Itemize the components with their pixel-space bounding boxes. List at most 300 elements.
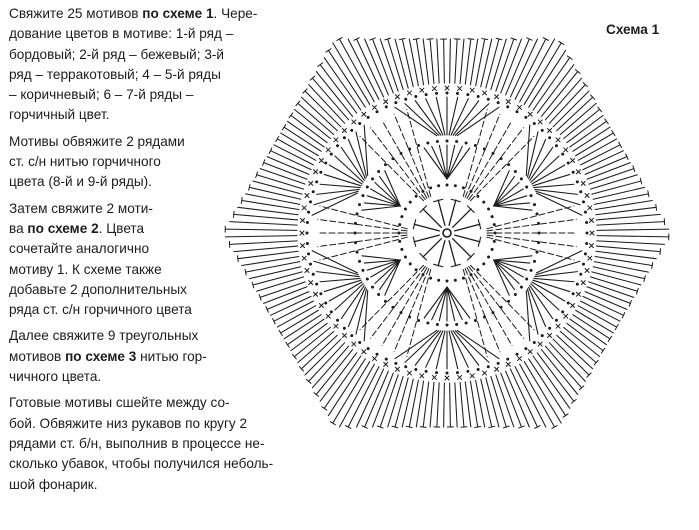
sc-mark <box>326 314 330 318</box>
sc-mark <box>302 256 306 260</box>
stitch-stroke <box>481 39 492 87</box>
text-segment: Затем свяжите 2 моти- <box>9 200 153 216</box>
chain-dot <box>309 200 312 203</box>
sc-mark <box>384 362 388 366</box>
text-segment: Свяжите 25 мотивов <box>9 6 143 21</box>
chain-dot <box>525 278 528 281</box>
stitch-stroke <box>257 175 304 189</box>
sc-mark <box>432 87 436 91</box>
sc-mark <box>342 128 346 132</box>
chain-dot <box>361 269 364 272</box>
stitch-stroke <box>455 104 489 136</box>
sc-mark <box>326 148 330 152</box>
chain-dot <box>385 358 388 361</box>
sc-mark <box>352 120 356 124</box>
chain-dot <box>487 256 490 259</box>
chain-dot <box>377 170 380 173</box>
chain-dot <box>371 286 374 289</box>
stitch-stroke <box>486 378 499 427</box>
chain-dot <box>376 353 379 356</box>
stitch-stroke <box>533 356 570 408</box>
chain-dot <box>516 110 519 113</box>
stitch-stroke <box>225 229 297 230</box>
stitch-stroke <box>312 193 357 215</box>
chain-dot <box>319 171 322 174</box>
text-segment: . Чере- <box>213 6 258 21</box>
stitch-stroke <box>305 339 341 375</box>
sc-mark <box>495 367 499 371</box>
stitch-stroke <box>314 261 358 274</box>
chain-dot <box>525 186 528 189</box>
stitch-stroke <box>414 224 439 231</box>
stitch-bar <box>245 269 246 275</box>
sc-mark <box>420 374 424 378</box>
chain-dot <box>324 162 327 165</box>
chain-dot <box>446 324 449 327</box>
stitch-bar <box>660 249 661 255</box>
stitch-bar <box>468 39 474 40</box>
chain-dot <box>493 240 496 243</box>
stitch-stroke <box>414 235 439 242</box>
chain-dot <box>487 365 490 368</box>
stitch-stroke <box>449 241 456 266</box>
stitch-stroke <box>494 260 509 295</box>
stitch-stroke <box>230 222 298 226</box>
stitch-stroke <box>438 200 445 225</box>
stitch-stroke <box>405 104 439 136</box>
stitch-stroke <box>423 239 441 257</box>
text-segment: горчичный цвет. <box>9 107 110 123</box>
sc-mark <box>319 159 323 163</box>
chain-dot <box>446 140 449 143</box>
chain-dot <box>371 177 374 180</box>
stitch-stroke <box>301 335 337 368</box>
stitch-stroke <box>560 103 596 134</box>
chain-dot <box>446 372 449 375</box>
stitch-stroke <box>541 72 577 117</box>
stitch-stroke <box>494 260 515 290</box>
stitch-stroke <box>249 267 300 279</box>
chain-dot <box>548 327 551 330</box>
chain-dot <box>366 186 369 189</box>
stitch-stroke <box>515 367 546 427</box>
stitch-stroke <box>553 91 589 127</box>
chain-dot <box>417 144 420 147</box>
chain-dot <box>367 116 370 119</box>
stitch-stroke <box>365 39 389 95</box>
chain-dot <box>476 268 479 271</box>
stitch-bar <box>406 426 412 427</box>
sc-mark <box>483 371 487 375</box>
chain-dot <box>466 370 469 373</box>
stitch-stroke <box>253 181 302 194</box>
stitch-stroke <box>438 241 445 266</box>
text-segment: бордовый; 2-й ряд – бежевый; 3-й <box>9 46 225 62</box>
chain-dot <box>454 184 457 187</box>
stitch-bar <box>489 426 495 427</box>
stitch-stroke <box>450 383 451 427</box>
stitch-stroke <box>596 246 660 252</box>
stitch-stroke <box>395 378 408 427</box>
stitch-stroke <box>437 383 439 427</box>
sc-mark <box>309 181 313 185</box>
chain-dot <box>482 262 485 265</box>
stitch-stroke <box>335 156 363 182</box>
sc-mark <box>483 91 487 95</box>
stitch-stroke <box>432 146 447 179</box>
stitch-bar <box>234 211 235 217</box>
stitch-stroke <box>570 121 607 147</box>
stitch-stroke <box>453 239 471 257</box>
stitch-stroke <box>573 315 610 339</box>
chain-dot <box>398 223 401 226</box>
chain-dot <box>306 242 309 245</box>
text-segment: сколько убавок, чтобы получился неболь- <box>9 456 274 472</box>
chain-dot <box>493 223 496 226</box>
chain-dot <box>315 180 318 183</box>
chain-dot <box>576 180 579 183</box>
stitch-stroke <box>595 256 652 265</box>
sc-mark <box>362 350 366 354</box>
chain-dot <box>491 248 494 251</box>
chain-dot <box>572 171 575 174</box>
chain-dot <box>487 98 490 101</box>
chain-dot <box>455 323 458 326</box>
stitch-stroke <box>455 331 489 363</box>
stitch-stroke <box>597 236 669 237</box>
stitch-stroke <box>449 200 456 225</box>
chain-dot <box>336 319 339 322</box>
stitch-stroke <box>471 265 534 329</box>
stitch-stroke <box>529 359 566 416</box>
chain-dot <box>404 98 407 101</box>
chain-dot <box>306 232 309 235</box>
stitch-stroke <box>471 136 534 200</box>
sc-mark <box>395 367 399 371</box>
sc-mark <box>556 324 560 328</box>
stitch-stroke <box>423 39 429 84</box>
stitch-stroke <box>432 287 447 320</box>
sc-mark <box>305 269 309 273</box>
stitch-bar <box>571 400 576 404</box>
text-segment: ва <box>9 220 28 236</box>
text-segment: нитью гор- <box>136 348 207 364</box>
chain-dot <box>414 95 417 98</box>
chain-dot <box>446 184 449 187</box>
stitch-stroke <box>506 39 530 95</box>
stitch-stroke <box>284 315 321 339</box>
stitch-stroke <box>320 278 360 281</box>
sc-mark <box>556 138 560 142</box>
chain-dot <box>319 292 322 295</box>
stitch-stroke <box>284 127 321 151</box>
stitch-stroke <box>573 127 610 151</box>
text-segment: ряд – терракотовый; 4 – 5-й ряды <box>9 66 221 82</box>
chain-dot <box>394 362 397 365</box>
sc-mark <box>585 193 589 197</box>
chain-dot <box>343 136 346 139</box>
chain-dot <box>400 248 403 251</box>
sc-mark <box>309 281 313 285</box>
sc-mark <box>334 138 338 142</box>
chain-dot <box>426 142 429 145</box>
sc-mark <box>589 244 593 248</box>
stitch-stroke <box>486 39 499 88</box>
stitch-stroke <box>541 350 577 395</box>
stitch-stroke <box>444 383 445 427</box>
stitch-stroke <box>305 91 341 127</box>
sc-mark <box>445 376 449 380</box>
text-segment: . Цвета <box>98 220 145 236</box>
sc-mark <box>588 206 592 210</box>
chain-dot <box>358 260 361 263</box>
stitch-stroke <box>534 278 574 281</box>
sc-mark <box>518 105 522 109</box>
stitch-stroke <box>537 251 582 273</box>
stitch-bar <box>420 427 426 428</box>
stitch-bar <box>249 184 250 190</box>
sc-mark <box>305 193 309 197</box>
chain-dot <box>585 221 588 224</box>
sc-mark <box>576 292 580 296</box>
stitch-stroke <box>234 246 298 252</box>
sc-mark <box>571 304 575 308</box>
chain-dot <box>384 300 387 303</box>
stitch-bar <box>461 427 467 428</box>
text-segment: рядами ст. б/н, выполнив в процессе не- <box>9 435 265 451</box>
chain-dot <box>437 279 440 282</box>
chain-dot <box>454 279 457 282</box>
stitch-stroke <box>333 362 370 424</box>
stitch-stroke <box>560 331 596 362</box>
stitch-stroke <box>533 58 570 110</box>
stitch-stroke <box>535 272 578 277</box>
stitch-stroke <box>455 235 480 242</box>
sc-mark <box>495 95 499 99</box>
stitch-stroke <box>437 39 439 83</box>
chain-dot <box>555 319 558 322</box>
chain-dot <box>476 195 479 198</box>
stitch-stroke <box>385 171 400 206</box>
chain-dot <box>330 153 333 156</box>
stitch-stroke <box>564 327 600 356</box>
chain-dot <box>520 177 523 180</box>
stitch-stroke <box>287 319 324 345</box>
chain-dot <box>343 327 346 330</box>
stitch-stroke <box>460 39 464 84</box>
stitch-bar <box>567 56 572 59</box>
stitch-stroke <box>469 267 524 339</box>
text-segment: ряда ст. с/н горчичного цвета <box>9 302 192 318</box>
stitch-stroke <box>531 156 559 182</box>
stitch-stroke <box>537 193 582 215</box>
stitch-bar <box>237 256 238 262</box>
stitch-stroke <box>360 136 423 200</box>
scheme-reference: по схеме 1 <box>142 6 214 21</box>
chain-dot <box>315 283 318 286</box>
scheme-reference: по схеме 2 <box>27 220 99 236</box>
stitch-stroke <box>365 371 389 427</box>
chain-dot <box>404 256 407 259</box>
sc-mark <box>407 91 411 95</box>
stitch-stroke <box>487 237 574 260</box>
chain-dot <box>417 319 420 322</box>
chain-dot <box>384 163 387 166</box>
stitch-stroke <box>405 331 439 363</box>
stitch-stroke <box>249 187 300 199</box>
sc-mark <box>352 342 356 346</box>
stitch-bar <box>563 414 568 417</box>
stitch-stroke <box>320 65 357 114</box>
stitch-stroke <box>597 241 665 245</box>
stitch-bar <box>286 342 289 347</box>
stitch-bar <box>644 276 645 282</box>
sc-mark <box>432 375 436 379</box>
stitch-stroke <box>481 379 492 427</box>
stitch-stroke <box>316 72 352 117</box>
sc-mark <box>590 231 594 235</box>
stitch-stroke <box>494 171 509 206</box>
chain-dot <box>415 268 418 271</box>
chain-dot <box>462 186 465 189</box>
stitch-bar <box>330 422 335 425</box>
stitch-bar <box>656 204 657 210</box>
stitch-stroke <box>324 58 361 110</box>
stitch-stroke <box>320 206 407 229</box>
stitch-stroke <box>257 277 304 291</box>
stitch-stroke <box>294 109 330 138</box>
chain-dot <box>429 186 432 189</box>
stitch-stroke <box>430 39 434 84</box>
chain-dot <box>572 292 575 295</box>
sc-mark <box>300 231 304 235</box>
scheme-reference: по схеме 3 <box>65 348 137 364</box>
chain-dot <box>414 368 417 371</box>
sc-mark <box>548 334 552 338</box>
chain-dot <box>487 208 490 211</box>
stitch-stroke <box>291 115 327 142</box>
stitch-stroke <box>348 367 379 427</box>
chain-dot <box>324 302 327 305</box>
chain-dot <box>533 341 536 344</box>
stitch-stroke <box>494 176 515 206</box>
chain-dot <box>466 93 469 96</box>
stitch-stroke <box>595 200 652 209</box>
stitch-bar <box>282 125 285 130</box>
sc-mark <box>548 128 552 132</box>
stitch-bar <box>399 38 405 39</box>
chain-dot <box>358 203 361 206</box>
stitch-stroke <box>567 115 603 142</box>
chain-dot <box>585 242 588 245</box>
stitch-stroke <box>423 209 441 227</box>
chain-dot <box>426 321 429 324</box>
stitch-stroke <box>362 206 400 210</box>
stitch-stroke <box>557 335 593 368</box>
chain-dot <box>567 162 570 165</box>
stitch-stroke <box>536 261 580 274</box>
stitch-stroke <box>291 323 327 350</box>
stitch-stroke <box>596 214 660 220</box>
sc-mark <box>564 314 568 318</box>
chain-dot <box>429 277 432 280</box>
stitch-bar <box>241 198 242 204</box>
stitch-stroke <box>455 383 457 427</box>
chain-dot <box>507 300 510 303</box>
stitch-stroke <box>460 382 464 427</box>
stitch-stroke <box>287 121 324 147</box>
text-segment: шой фонарик. <box>9 476 98 492</box>
chain-dot <box>535 251 538 254</box>
stitch-stroke <box>380 176 401 206</box>
chain-dot <box>482 201 485 204</box>
chain-dot <box>358 341 361 344</box>
text-segment: добавьте 2 дополнительных <box>9 281 187 297</box>
stitch-bar <box>427 39 433 40</box>
chain-dot <box>514 170 517 173</box>
stitch-stroke <box>531 284 559 310</box>
text-segment: дование цветов в мотиве: 1-й ряд – <box>9 26 234 42</box>
sc-mark <box>571 159 575 163</box>
stitch-stroke <box>592 181 641 194</box>
sc-mark <box>301 218 305 222</box>
sc-mark <box>395 95 399 99</box>
chain-dot <box>533 122 536 125</box>
stitch-stroke <box>333 43 370 105</box>
chain-dot <box>456 92 459 95</box>
chain-dot <box>455 140 458 143</box>
stitch-stroke <box>524 362 561 424</box>
stitch-stroke <box>557 97 593 130</box>
sc-mark <box>576 170 580 174</box>
stitch-stroke <box>312 251 357 273</box>
stitch-bar <box>289 113 293 118</box>
center-ring <box>443 229 451 237</box>
chain-dot <box>579 190 582 193</box>
chain-dot <box>477 368 480 371</box>
chain-dot <box>409 201 412 204</box>
chain-dot <box>435 92 438 95</box>
chain-dot <box>312 273 315 276</box>
chain-dot <box>336 144 339 147</box>
stitch-bar <box>279 330 282 335</box>
stitch-stroke <box>371 267 426 339</box>
chain-dot <box>307 211 310 214</box>
chain-dot <box>358 122 361 125</box>
sc-mark <box>373 105 377 109</box>
sc-mark <box>445 86 449 90</box>
stitch-stroke <box>314 191 358 204</box>
chain-dot <box>456 371 459 374</box>
stitch-stroke <box>494 256 532 260</box>
sc-mark <box>528 112 532 116</box>
stitch-stroke <box>298 331 334 362</box>
sc-mark <box>581 181 585 185</box>
stitch-stroke <box>447 146 462 179</box>
chain-dot <box>400 215 403 218</box>
stitch-stroke <box>593 187 644 199</box>
sc-mark <box>301 244 305 248</box>
stitch-stroke <box>324 356 361 408</box>
stitch-stroke <box>328 359 365 416</box>
stitch-stroke <box>553 339 589 375</box>
chain-dot <box>541 129 544 132</box>
sc-mark <box>470 374 474 378</box>
stitch-stroke <box>537 65 574 114</box>
sc-mark <box>384 100 388 104</box>
stitch-stroke <box>506 371 530 427</box>
chain-dot <box>356 212 359 215</box>
